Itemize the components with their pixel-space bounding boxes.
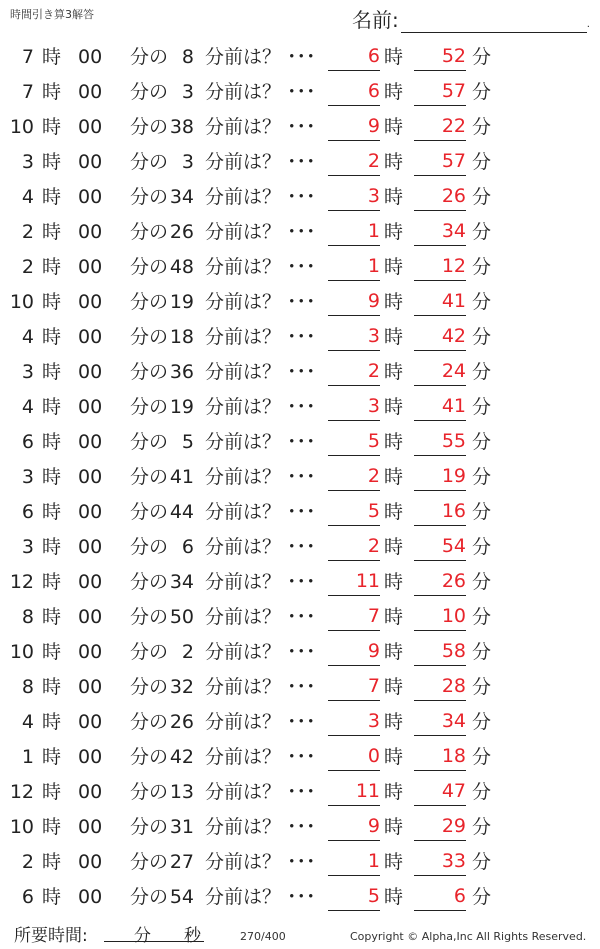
answer-minute[interactable]: 29 bbox=[414, 810, 466, 841]
answer-minute[interactable]: 58 bbox=[414, 635, 466, 666]
start-minute: 00 bbox=[78, 781, 103, 803]
subtract-minutes: 32 bbox=[169, 676, 194, 698]
subtract-minutes: 38 bbox=[169, 116, 194, 138]
answer-hour-unit: 時 bbox=[384, 221, 404, 243]
start-hour: 2 bbox=[21, 851, 34, 873]
start-minute: 00 bbox=[78, 221, 103, 243]
minute-of-label: 分の bbox=[130, 746, 169, 768]
start-minute: 00 bbox=[78, 711, 103, 733]
answer-minute-unit: 分 bbox=[472, 641, 492, 663]
answer-minute-unit: 分 bbox=[472, 501, 492, 523]
minute-of-label: 分の bbox=[130, 431, 169, 453]
hour-unit: 時 bbox=[42, 536, 62, 558]
start-hour: 4 bbox=[21, 326, 34, 348]
question-label: 分前は？ ･･･ bbox=[205, 501, 316, 523]
answer-minute[interactable]: 16 bbox=[414, 495, 466, 526]
start-minute: 00 bbox=[78, 886, 103, 908]
minute-of-label: 分の bbox=[130, 501, 169, 523]
start-hour: 6 bbox=[21, 886, 34, 908]
answer-minute-unit: 分 bbox=[472, 326, 492, 348]
problem-row bbox=[0, 845, 600, 880]
minute-of-label: 分の bbox=[130, 851, 169, 873]
hour-unit: 時 bbox=[42, 571, 62, 593]
start-minute: 00 bbox=[78, 46, 103, 68]
question-label: 分前は？ ･･･ bbox=[205, 781, 316, 803]
minute-of-label: 分の bbox=[130, 326, 169, 348]
start-hour: 10 bbox=[9, 816, 34, 838]
start-hour: 10 bbox=[9, 291, 34, 313]
start-hour: 12 bbox=[9, 571, 34, 593]
answer-hour[interactable]: 9 bbox=[328, 110, 380, 141]
start-hour: 2 bbox=[21, 221, 34, 243]
answer-minute[interactable]: 34 bbox=[414, 705, 466, 736]
answer-hour-unit: 時 bbox=[384, 676, 404, 698]
answer-minute-unit: 分 bbox=[472, 571, 492, 593]
answer-minute[interactable]: 57 bbox=[414, 145, 466, 176]
start-minute: 00 bbox=[78, 606, 103, 628]
problem-row bbox=[0, 285, 600, 320]
problem-row bbox=[0, 565, 600, 600]
answer-hour[interactable]: 7 bbox=[328, 600, 380, 631]
answer-hour-unit: 時 bbox=[384, 466, 404, 488]
question-label: 分前は？ ･･･ bbox=[205, 536, 316, 558]
problem-row bbox=[0, 390, 600, 425]
name-blank[interactable] bbox=[401, 14, 587, 33]
hour-unit: 時 bbox=[42, 676, 62, 698]
answer-minute-unit: 分 bbox=[472, 186, 492, 208]
question-label: 分前は？ ･･･ bbox=[205, 291, 316, 313]
answer-hour[interactable]: 5 bbox=[328, 495, 380, 526]
start-hour: 8 bbox=[21, 676, 34, 698]
minute-of-label: 分の bbox=[130, 711, 169, 733]
problem-row bbox=[0, 110, 600, 145]
problem-row bbox=[0, 530, 600, 565]
problem-row bbox=[0, 880, 600, 915]
answer-minute[interactable]: 41 bbox=[414, 285, 466, 316]
answer-hour[interactable]: 2 bbox=[328, 355, 380, 386]
problem-row bbox=[0, 180, 600, 215]
minute-of-label: 分の bbox=[130, 536, 169, 558]
answer-minute-unit: 分 bbox=[472, 466, 492, 488]
subtract-minutes: 48 bbox=[169, 256, 194, 278]
question-label: 分前は？ ･･･ bbox=[205, 816, 316, 838]
answer-hour[interactable]: 0 bbox=[328, 740, 380, 771]
answer-hour[interactable]: 6 bbox=[328, 75, 380, 106]
question-label: 分前は？ ･･･ bbox=[205, 606, 316, 628]
answer-minute[interactable]: 24 bbox=[414, 355, 466, 386]
problem-row bbox=[0, 460, 600, 495]
question-label: 分前は？ ･･･ bbox=[205, 46, 316, 68]
hour-unit: 時 bbox=[42, 781, 62, 803]
answer-minute-unit: 分 bbox=[472, 816, 492, 838]
answer-hour-unit: 時 bbox=[384, 746, 404, 768]
start-minute: 00 bbox=[78, 431, 103, 453]
answer-minute[interactable]: 55 bbox=[414, 425, 466, 456]
subtract-minutes: 19 bbox=[169, 396, 194, 418]
answer-hour[interactable]: 3 bbox=[328, 390, 380, 421]
answer-hour-unit: 時 bbox=[384, 711, 404, 733]
problem-row bbox=[0, 40, 600, 75]
problem-row bbox=[0, 705, 600, 740]
answer-minute-unit: 分 bbox=[472, 536, 492, 558]
hour-unit: 時 bbox=[42, 746, 62, 768]
name-end-dot: . bbox=[586, 19, 590, 30]
question-label: 分前は？ ･･･ bbox=[205, 186, 316, 208]
name-label: 名前: bbox=[352, 8, 399, 32]
minute-of-label: 分の bbox=[130, 186, 169, 208]
answer-hour[interactable]: 9 bbox=[328, 635, 380, 666]
answer-minute[interactable]: 28 bbox=[414, 670, 466, 701]
answer-hour[interactable]: 5 bbox=[328, 880, 380, 911]
question-label: 分前は？ ･･･ bbox=[205, 221, 316, 243]
answer-hour-unit: 時 bbox=[384, 851, 404, 873]
minute-of-label: 分の bbox=[130, 466, 169, 488]
answer-hour-unit: 時 bbox=[384, 816, 404, 838]
answer-hour-unit: 時 bbox=[384, 186, 404, 208]
start-hour: 8 bbox=[21, 606, 34, 628]
question-label: 分前は？ ･･･ bbox=[205, 571, 316, 593]
answer-hour-unit: 時 bbox=[384, 641, 404, 663]
minute-of-label: 分の bbox=[130, 116, 169, 138]
answer-hour-unit: 時 bbox=[384, 291, 404, 313]
subtract-minutes: 13 bbox=[169, 781, 194, 803]
problem-row bbox=[0, 495, 600, 530]
problem-row bbox=[0, 145, 600, 180]
hour-unit: 時 bbox=[42, 46, 62, 68]
subtract-minutes: 26 bbox=[169, 711, 194, 733]
answer-minute-unit: 分 bbox=[472, 361, 492, 383]
minute-unit: 分 bbox=[134, 926, 151, 946]
start-minute: 00 bbox=[78, 291, 103, 313]
question-label: 分前は？ ･･･ bbox=[205, 676, 316, 698]
minute-of-label: 分の bbox=[130, 221, 169, 243]
hour-unit: 時 bbox=[42, 886, 62, 908]
question-label: 分前は？ ･･･ bbox=[205, 256, 316, 278]
start-minute: 00 bbox=[78, 501, 103, 523]
start-minute: 00 bbox=[78, 571, 103, 593]
start-hour: 3 bbox=[21, 361, 34, 383]
subtract-minutes: 42 bbox=[169, 746, 194, 768]
answer-minute[interactable]: 34 bbox=[414, 215, 466, 246]
answer-hour-unit: 時 bbox=[384, 781, 404, 803]
name-field bbox=[352, 4, 590, 33]
problem-row bbox=[0, 670, 600, 705]
subtract-minutes: 34 bbox=[169, 186, 194, 208]
hour-unit: 時 bbox=[42, 326, 62, 348]
subtract-minutes: 36 bbox=[169, 361, 194, 383]
minute-of-label: 分の bbox=[130, 256, 169, 278]
start-minute: 00 bbox=[78, 186, 103, 208]
question-label: 分前は？ ･･･ bbox=[205, 326, 316, 348]
hour-unit: 時 bbox=[42, 501, 62, 523]
hour-unit: 時 bbox=[42, 606, 62, 628]
question-label: 分前は？ ･･･ bbox=[205, 886, 316, 908]
minute-of-label: 分の bbox=[130, 151, 169, 173]
answer-hour[interactable]: 1 bbox=[328, 250, 380, 281]
answer-minute-unit: 分 bbox=[472, 746, 492, 768]
start-hour: 12 bbox=[9, 781, 34, 803]
question-label: 分前は？ ･･･ bbox=[205, 851, 316, 873]
subtract-minutes: 41 bbox=[169, 466, 194, 488]
answer-hour[interactable]: 3 bbox=[328, 705, 380, 736]
time-required-blank[interactable] bbox=[104, 921, 204, 946]
answer-hour-unit: 時 bbox=[384, 46, 404, 68]
problem-row bbox=[0, 250, 600, 285]
problem-list bbox=[0, 40, 600, 915]
hour-unit: 時 bbox=[42, 641, 62, 663]
minute-of-label: 分の bbox=[130, 606, 169, 628]
problem-row bbox=[0, 775, 600, 810]
subtract-minutes: 27 bbox=[169, 851, 194, 873]
problem-row bbox=[0, 75, 600, 110]
answer-hour[interactable]: 3 bbox=[328, 320, 380, 351]
question-label: 分前は？ ･･･ bbox=[205, 746, 316, 768]
start-minute: 00 bbox=[78, 641, 103, 663]
minute-of-label: 分の bbox=[130, 886, 169, 908]
answer-hour[interactable]: 7 bbox=[328, 670, 380, 701]
hour-unit: 時 bbox=[42, 466, 62, 488]
question-label: 分前は？ ･･･ bbox=[205, 711, 316, 733]
time-required-label: 所要時間: bbox=[14, 926, 88, 946]
start-minute: 00 bbox=[78, 466, 103, 488]
start-hour: 6 bbox=[21, 431, 34, 453]
answer-minute-unit: 分 bbox=[472, 396, 492, 418]
start-minute: 00 bbox=[78, 256, 103, 278]
hour-unit: 時 bbox=[42, 291, 62, 313]
hour-unit: 時 bbox=[42, 711, 62, 733]
question-label: 分前は？ ･･･ bbox=[205, 641, 316, 663]
answer-hour[interactable]: 2 bbox=[328, 145, 380, 176]
answer-hour[interactable]: 6 bbox=[328, 40, 380, 71]
question-label: 分前は？ ･･･ bbox=[205, 431, 316, 453]
start-hour: 3 bbox=[21, 151, 34, 173]
answer-hour-unit: 時 bbox=[384, 396, 404, 418]
answer-minute-unit: 分 bbox=[472, 221, 492, 243]
question-label: 分前は？ ･･･ bbox=[205, 151, 316, 173]
worksheet-title: 時間引き算3解答 bbox=[10, 8, 94, 21]
hour-unit: 時 bbox=[42, 116, 62, 138]
subtract-minutes: 3 bbox=[181, 81, 194, 103]
answer-minute-unit: 分 bbox=[472, 886, 492, 908]
answer-hour-unit: 時 bbox=[384, 571, 404, 593]
problem-row bbox=[0, 215, 600, 250]
subtract-minutes: 3 bbox=[181, 151, 194, 173]
answer-minute[interactable]: 41 bbox=[414, 390, 466, 421]
hour-unit: 時 bbox=[42, 396, 62, 418]
hour-unit: 時 bbox=[42, 851, 62, 873]
hour-unit: 時 bbox=[42, 81, 62, 103]
start-minute: 00 bbox=[78, 851, 103, 873]
start-hour: 10 bbox=[9, 641, 34, 663]
answer-hour[interactable]: 2 bbox=[328, 460, 380, 491]
answer-hour-unit: 時 bbox=[384, 116, 404, 138]
subtract-minutes: 34 bbox=[169, 571, 194, 593]
start-hour: 7 bbox=[21, 81, 34, 103]
answer-minute[interactable]: 52 bbox=[414, 40, 466, 71]
answer-minute[interactable]: 22 bbox=[414, 110, 466, 141]
start-minute: 00 bbox=[78, 361, 103, 383]
hour-unit: 時 bbox=[42, 221, 62, 243]
minute-of-label: 分の bbox=[130, 81, 169, 103]
answer-minute-unit: 分 bbox=[472, 291, 492, 313]
answer-hour-unit: 時 bbox=[384, 536, 404, 558]
answer-minute-unit: 分 bbox=[472, 431, 492, 453]
start-minute: 00 bbox=[78, 116, 103, 138]
answer-minute[interactable]: 6 bbox=[414, 880, 466, 911]
minute-of-label: 分の bbox=[130, 816, 169, 838]
subtract-minutes: 19 bbox=[169, 291, 194, 313]
start-hour: 6 bbox=[21, 501, 34, 523]
hour-unit: 時 bbox=[42, 361, 62, 383]
hour-unit: 時 bbox=[42, 186, 62, 208]
answer-minute-unit: 分 bbox=[472, 781, 492, 803]
answer-hour-unit: 時 bbox=[384, 326, 404, 348]
start-hour: 3 bbox=[21, 466, 34, 488]
problem-row bbox=[0, 425, 600, 460]
minute-of-label: 分の bbox=[130, 291, 169, 313]
start-hour: 10 bbox=[9, 116, 34, 138]
answer-hour-unit: 時 bbox=[384, 501, 404, 523]
start-hour: 1 bbox=[21, 746, 34, 768]
question-label: 分前は？ ･･･ bbox=[205, 396, 316, 418]
minute-of-label: 分の bbox=[130, 641, 169, 663]
start-hour: 4 bbox=[21, 186, 34, 208]
answer-minute-unit: 分 bbox=[472, 46, 492, 68]
minute-of-label: 分の bbox=[130, 676, 169, 698]
answer-hour[interactable]: 9 bbox=[328, 285, 380, 316]
answer-minute[interactable]: 26 bbox=[414, 180, 466, 211]
question-label: 分前は？ ･･･ bbox=[205, 361, 316, 383]
start-hour: 2 bbox=[21, 256, 34, 278]
answer-minute-unit: 分 bbox=[472, 81, 492, 103]
hour-unit: 時 bbox=[42, 431, 62, 453]
question-label: 分前は？ ･･･ bbox=[205, 81, 316, 103]
start-hour: 4 bbox=[21, 396, 34, 418]
answer-minute-unit: 分 bbox=[472, 606, 492, 628]
answer-hour-unit: 時 bbox=[384, 151, 404, 173]
answer-hour-unit: 時 bbox=[384, 886, 404, 908]
answer-minute[interactable]: 57 bbox=[414, 75, 466, 106]
answer-hour-unit: 時 bbox=[384, 256, 404, 278]
problem-row bbox=[0, 635, 600, 670]
answer-minute[interactable]: 42 bbox=[414, 320, 466, 351]
subtract-minutes: 2 bbox=[181, 641, 194, 663]
answer-hour[interactable]: 11 bbox=[328, 775, 380, 806]
problem-row bbox=[0, 600, 600, 635]
subtract-minutes: 31 bbox=[169, 816, 194, 838]
start-minute: 00 bbox=[78, 676, 103, 698]
answer-minute[interactable]: 18 bbox=[414, 740, 466, 771]
answer-hour[interactable]: 5 bbox=[328, 425, 380, 456]
minute-of-label: 分の bbox=[130, 361, 169, 383]
problem-row bbox=[0, 355, 600, 390]
minute-of-label: 分の bbox=[130, 396, 169, 418]
answer-minute[interactable]: 10 bbox=[414, 600, 466, 631]
start-hour: 3 bbox=[21, 536, 34, 558]
start-minute: 00 bbox=[78, 326, 103, 348]
start-minute: 00 bbox=[78, 536, 103, 558]
page-number: 270/400 bbox=[240, 930, 286, 943]
answer-hour[interactable]: 2 bbox=[328, 530, 380, 561]
start-hour: 4 bbox=[21, 711, 34, 733]
answer-minute[interactable]: 12 bbox=[414, 250, 466, 281]
answer-hour[interactable]: 3 bbox=[328, 180, 380, 211]
answer-minute-unit: 分 bbox=[472, 851, 492, 873]
copyright: Copyright © Alpha,Inc All Rights Reserved. bbox=[350, 930, 587, 943]
start-minute: 00 bbox=[78, 81, 103, 103]
answer-minute-unit: 分 bbox=[472, 116, 492, 138]
answer-minute-unit: 分 bbox=[472, 711, 492, 733]
subtract-minutes: 5 bbox=[181, 431, 194, 453]
problem-row bbox=[0, 320, 600, 355]
subtract-minutes: 50 bbox=[169, 606, 194, 628]
second-unit: 秒 bbox=[184, 926, 201, 946]
hour-unit: 時 bbox=[42, 151, 62, 173]
minute-of-label: 分の bbox=[130, 46, 169, 68]
subtract-minutes: 54 bbox=[169, 886, 194, 908]
answer-minute-unit: 分 bbox=[472, 256, 492, 278]
start-minute: 00 bbox=[78, 396, 103, 418]
start-minute: 00 bbox=[78, 151, 103, 173]
hour-unit: 時 bbox=[42, 816, 62, 838]
question-label: 分前は？ ･･･ bbox=[205, 466, 316, 488]
answer-minute[interactable]: 47 bbox=[414, 775, 466, 806]
start-hour: 7 bbox=[21, 46, 34, 68]
subtract-minutes: 26 bbox=[169, 221, 194, 243]
answer-hour[interactable]: 9 bbox=[328, 810, 380, 841]
start-minute: 00 bbox=[78, 816, 103, 838]
subtract-minutes: 6 bbox=[181, 536, 194, 558]
answer-hour-unit: 時 bbox=[384, 81, 404, 103]
subtract-minutes: 44 bbox=[169, 501, 194, 523]
problem-row bbox=[0, 740, 600, 775]
problem-row bbox=[0, 810, 600, 845]
answer-minute[interactable]: 54 bbox=[414, 530, 466, 561]
answer-minute-unit: 分 bbox=[472, 676, 492, 698]
question-label: 分前は？ ･･･ bbox=[205, 116, 316, 138]
answer-hour[interactable]: 1 bbox=[328, 845, 380, 876]
answer-hour[interactable]: 1 bbox=[328, 215, 380, 246]
answer-minute[interactable]: 19 bbox=[414, 460, 466, 491]
answer-hour[interactable]: 11 bbox=[328, 565, 380, 596]
answer-minute[interactable]: 33 bbox=[414, 845, 466, 876]
subtract-minutes: 18 bbox=[169, 326, 194, 348]
minute-of-label: 分の bbox=[130, 781, 169, 803]
answer-hour-unit: 時 bbox=[384, 431, 404, 453]
start-minute: 00 bbox=[78, 746, 103, 768]
answer-minute[interactable]: 26 bbox=[414, 565, 466, 596]
hour-unit: 時 bbox=[42, 256, 62, 278]
answer-hour-unit: 時 bbox=[384, 361, 404, 383]
answer-hour-unit: 時 bbox=[384, 606, 404, 628]
subtract-minutes: 8 bbox=[181, 46, 194, 68]
answer-minute-unit: 分 bbox=[472, 151, 492, 173]
minute-of-label: 分の bbox=[130, 571, 169, 593]
